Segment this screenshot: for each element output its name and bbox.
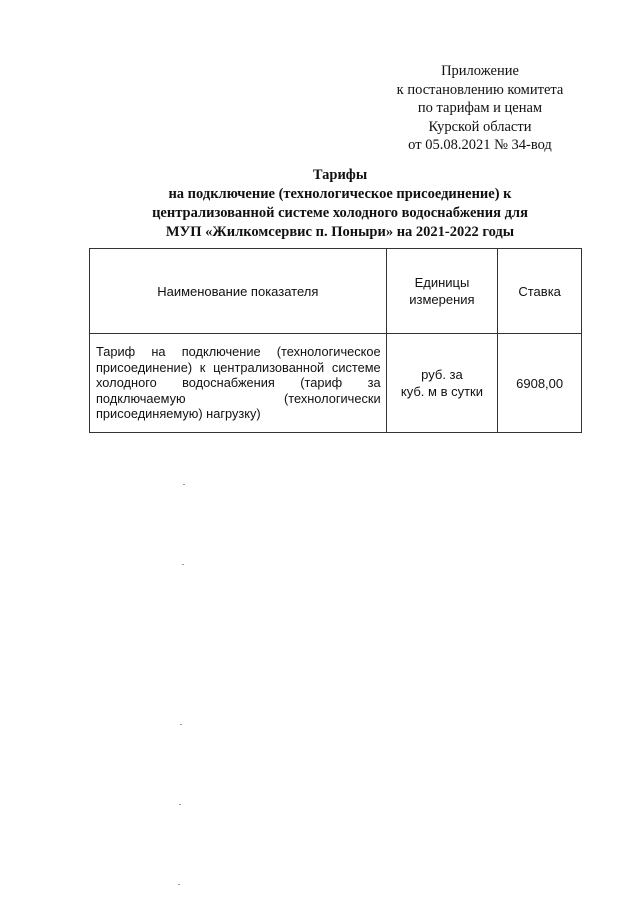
- title-line-4: МУП «Жилкомсервис п. Поныри» на 2021-2022 годы: [165, 224, 515, 240]
- scan-speck: [180, 724, 182, 725]
- cell-unit-line-2: куб. м в сутки: [400, 384, 483, 399]
- table-header-row: [90, 249, 582, 334]
- scan-speck: [178, 884, 180, 885]
- header-unit: [386, 249, 498, 334]
- approval-line-3: по тарифам и ценам: [417, 100, 543, 116]
- approval-line-1: Приложение: [441, 63, 519, 79]
- cell-rate: 6908,00: [498, 334, 582, 433]
- cell-indicator-name: Тариф на подключение (технологическое присоединение) к централизованной системе холодного водоснабжения (тариф за подключаемую (технологически присоединяемую) нагрузку): [90, 334, 387, 433]
- header-rate: Ставка: [498, 249, 582, 334]
- scan-speck: [183, 484, 185, 485]
- title-line-3: централизованной системе холодного водоснабжения для: [152, 205, 528, 221]
- scan-speck: [179, 804, 181, 805]
- approval-block: [380, 62, 580, 155]
- title-line-1: Тарифы: [312, 167, 368, 183]
- approval-line-4: Курской области: [428, 118, 532, 135]
- cell-unit-line-1: руб. за: [421, 367, 463, 382]
- approval-line-2: к постановлению комитета: [396, 81, 564, 98]
- title-line-2: на подключение (технологическое присоединение) к: [168, 186, 512, 202]
- table-row: [90, 334, 582, 433]
- header-unit-line-2: измерения: [409, 292, 475, 307]
- scan-speck: [182, 564, 184, 565]
- cell-unit: [386, 334, 498, 433]
- header-name: Наименование показателя: [90, 249, 387, 334]
- document-title: [90, 166, 590, 242]
- tariffs-table: [89, 248, 582, 433]
- header-unit-line-1: Единицы: [414, 275, 470, 290]
- approval-line-5: от 05.08.2021 № 34-вод: [408, 137, 552, 153]
